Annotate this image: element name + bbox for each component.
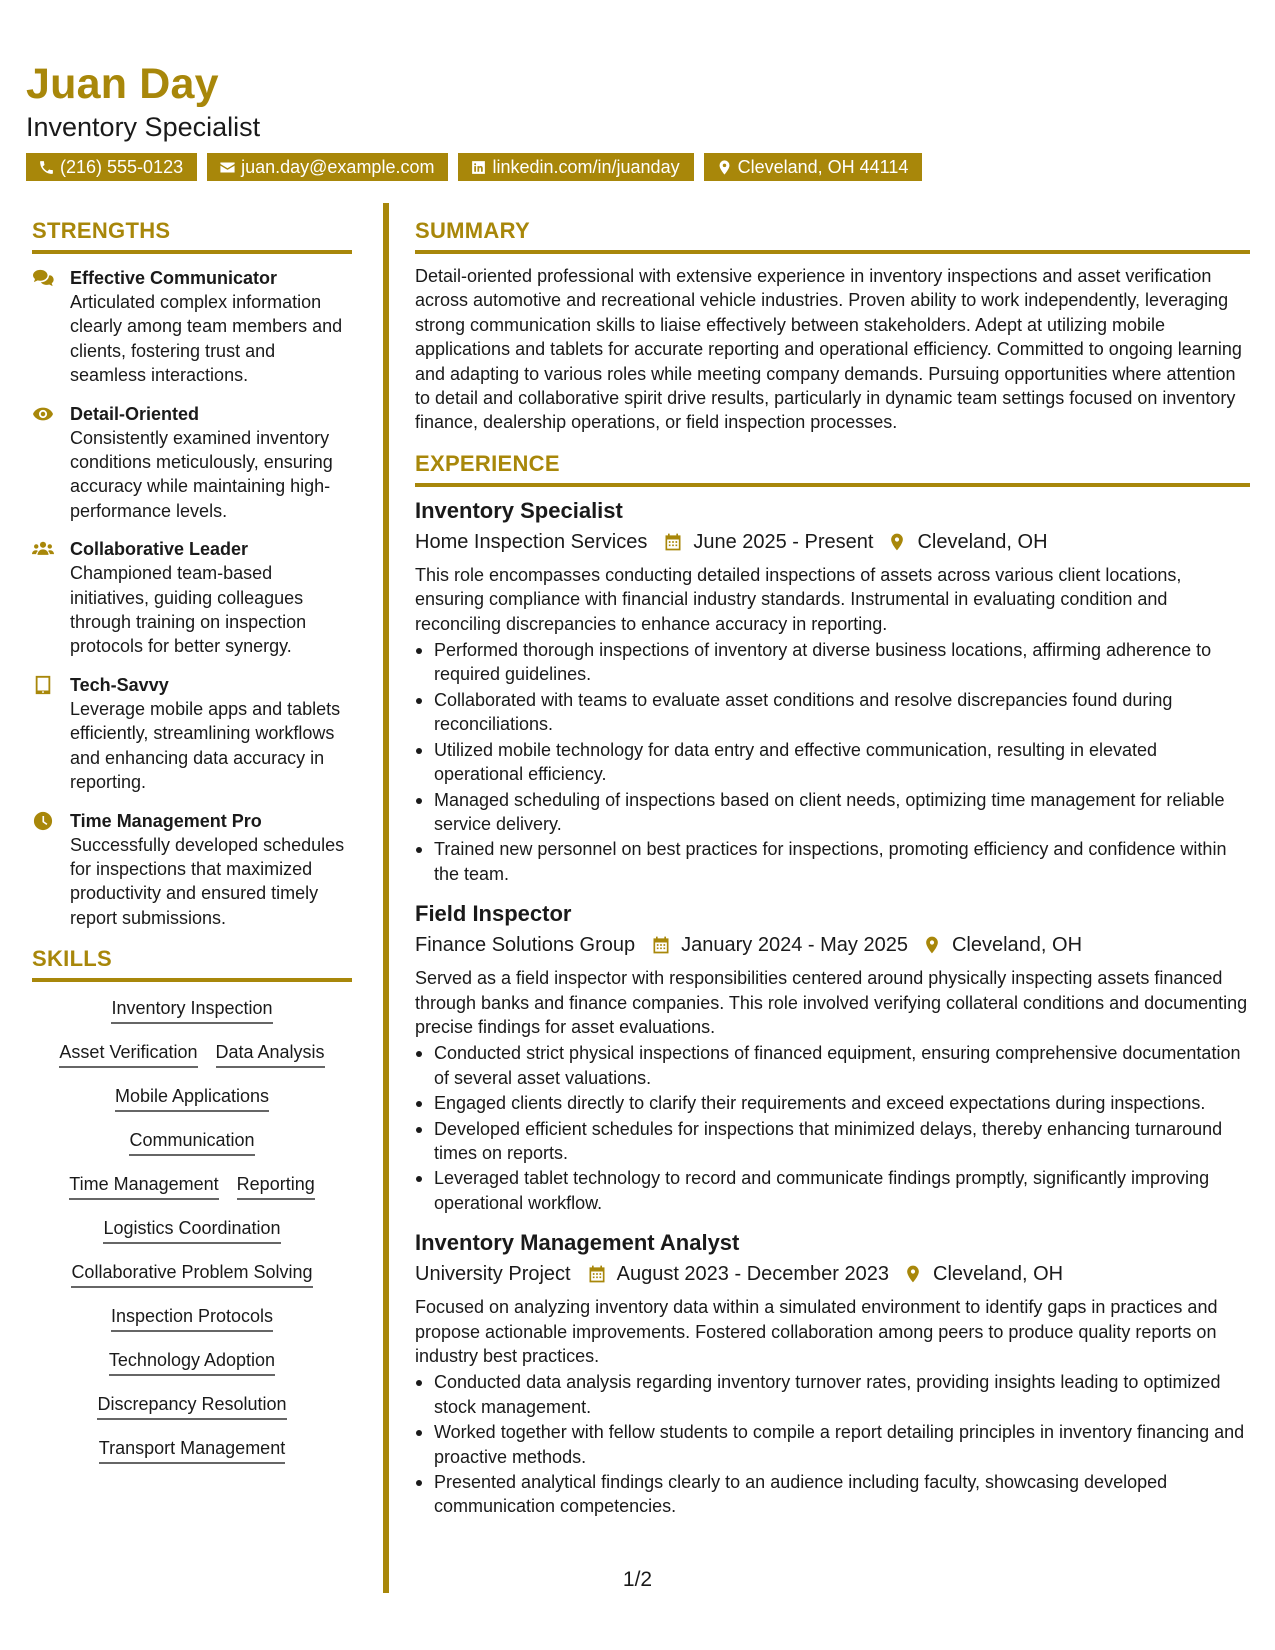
job-location: Cleveland, OH: [933, 1263, 1064, 1286]
skill-tag: Discrepancy Resolution: [97, 1392, 286, 1420]
skill-row: [97, 1392, 286, 1420]
skill-tag: Logistics Coordination: [103, 1216, 280, 1244]
job-bullets: [415, 1041, 1250, 1215]
email-chip[interactable]: [207, 153, 448, 181]
location-text: Cleveland, OH 44114: [737, 157, 909, 177]
strength-title: Detail-Oriented: [70, 403, 200, 424]
job-meta: [415, 527, 1250, 557]
skill-row: [111, 996, 272, 1024]
phone-icon: [38, 159, 55, 176]
calendar-icon: [587, 1264, 617, 1284]
skill-tag: Asset Verification: [59, 1040, 197, 1068]
job-dates: June 2025 - Present: [693, 530, 874, 553]
job-entry: [415, 497, 1250, 886]
skill-row: [99, 1436, 285, 1464]
tablet-icon: [32, 675, 56, 695]
skill-tag: Technology Adoption: [109, 1348, 275, 1376]
eye-icon: [32, 404, 56, 424]
strength-item: [32, 809, 352, 931]
location-chip: [704, 153, 923, 181]
job-role: Inventory Specialist: [415, 497, 623, 523]
strength-item: [32, 537, 352, 659]
job-bullet: Collaborated with teams to evaluate asset conditions and resolve discrepancies found during reconciliations.: [415, 688, 1250, 737]
skill-tag: Collaborative Problem Solving: [71, 1260, 312, 1288]
job-description: Focused on analyzing inventory data within a simulated environment to identify gaps in practices and propose actionable improvements. Fostered collaboration among peers to produce quality reports on industry best practices.: [415, 1297, 1218, 1366]
skill-row: [103, 1216, 280, 1244]
skill-tag: Time Management: [69, 1172, 218, 1200]
strength-title: Tech-Savvy: [70, 674, 169, 695]
map-pin-icon: [887, 532, 917, 552]
candidate-title: Inventory Specialist: [26, 112, 261, 142]
summary-text: Detail-oriented professional with extensive experience in inventory inspections and asset verification across automotive and recreational vehicle industries. Proven ability to work independently, leveraging strong communication skills to liaise effectively between stakeholders. Adept at utilizing mobile applications and tablets for accurate reporting and operational efficiency. Committed to ongoing learning and adapting to various roles while meeting company demands. Pursuing opportunities where attention to detail and collaborative spirit drive results, particularly in dynamic team settings focused on inventory finance, dealership operations, or field inspection processes.: [415, 266, 1242, 433]
skill-tag: Inventory Inspection: [111, 996, 272, 1024]
skill-tag: Transport Management: [99, 1436, 285, 1464]
phone-chip[interactable]: [26, 153, 197, 181]
skill-row: [69, 1172, 314, 1200]
job-bullet: Worked together with fellow students to compile a report detailing principles in inventory financing and proactive methods.: [415, 1420, 1250, 1469]
skill-tag: Reporting: [237, 1172, 315, 1200]
email-text: juan.day@example.com: [241, 157, 435, 177]
job-meta: [415, 930, 1250, 960]
job-meta: [415, 1259, 1250, 1289]
job-bullet: Performed thorough inspections of inventory at diverse business locations, affirming adherence to required guidelines.: [415, 638, 1250, 687]
map-pin-icon: [903, 1264, 933, 1284]
skill-tag: Communication: [129, 1128, 254, 1156]
linkedin-icon: [470, 159, 487, 176]
job-bullet: Developed efficient schedules for inspections that minimized delays, thereby enhancing turnaround times on reports.: [415, 1117, 1250, 1166]
skill-row: [111, 1304, 273, 1332]
strength-desc: Championed team-based initiatives, guiding colleagues through training on inspection protocols for better synergy.: [70, 563, 307, 657]
job-role: Inventory Management Analyst: [415, 1230, 740, 1256]
skill-row: [71, 1260, 312, 1288]
strength-title: Time Management Pro: [70, 810, 262, 831]
map-pin-icon: [922, 935, 952, 955]
job-company: Home Inspection Services: [415, 530, 648, 553]
job-description: This role encompasses conducting detailed inspections of assets across various client locations, ensuring compliance with financial industry standards. Instrumental in evaluating condition and reconciling discrepancies to enhance accuracy in reporting.: [415, 564, 1182, 634]
job-bullet: Conducted strict physical inspections of financed equipment, ensuring comprehensive documentation of several asset valuations.: [415, 1041, 1250, 1090]
strength-item: [32, 673, 352, 795]
calendar-icon: [651, 935, 681, 955]
map-pin-icon: [716, 159, 733, 176]
skills-list: [32, 996, 352, 1464]
experience-heading: EXPERIENCE: [415, 451, 1250, 487]
comments-icon: [32, 268, 56, 288]
skill-row: [129, 1128, 254, 1156]
job-bullet: Managed scheduling of inspections based on client needs, optimizing time management for reliable service delivery.: [415, 788, 1250, 837]
candidate-name: Juan Day: [26, 60, 219, 108]
job-bullet: Presented analytical findings clearly to an audience including faculty, showcasing developed communication competencies.: [415, 1470, 1250, 1519]
calendar-icon: [663, 532, 693, 552]
job-description: Served as a field inspector with responsibilities centered around physically inspecting assets financed through banks and finance companies. This role involved verifying collateral conditions and documenting precise findings for asset evaluations.: [415, 968, 1248, 1037]
strength-desc: Leverage mobile apps and tablets efficiently, streamlining workflows and enhancing data accuracy in reporting.: [70, 698, 341, 793]
job-location: Cleveland, OH: [951, 934, 1083, 957]
strength-item: [32, 266, 352, 388]
clock-icon: [32, 811, 56, 831]
job-bullets: [415, 1370, 1250, 1518]
strength-desc: Articulated complex information clearly among team members and clients, fostering trust and seamless interactions.: [70, 292, 343, 386]
job-bullet: Engaged clients directly to clarify their requirements and exceed expectations during inspections.: [415, 1091, 1250, 1115]
linkedin-text: linkedin.com/in/juanday: [492, 157, 680, 177]
right-column: [415, 218, 1250, 1520]
skills-heading: SKILLS: [32, 946, 352, 982]
skill-tag: Mobile Applications: [115, 1084, 269, 1112]
left-column: [32, 218, 352, 1464]
skill-row: [109, 1348, 275, 1376]
job-bullets: [415, 638, 1250, 886]
skill-row: [115, 1084, 269, 1112]
column-divider: [383, 203, 389, 1593]
summary-heading: SUMMARY: [415, 218, 1250, 254]
job-bullet: Conducted data analysis regarding inventory turnover rates, providing insights leading to optimized stock management.: [415, 1370, 1250, 1419]
job-company: Finance Solutions Group: [415, 934, 636, 957]
strength-title: Effective Communicator: [70, 268, 278, 288]
job-bullet: Leveraged tablet technology to record and communicate findings promptly, significantly improving operational workflow.: [415, 1166, 1250, 1215]
strength-desc: Successfully developed schedules for inspections that maximized productivity and ensured timely report submissions.: [70, 834, 345, 928]
skill-tag: Inspection Protocols: [111, 1304, 273, 1332]
job-location: Cleveland, OH: [917, 530, 1048, 553]
phone-text: (216) 555-0123: [60, 157, 184, 177]
page-number: 1/2: [622, 1568, 653, 1591]
strength-title: Collaborative Leader: [70, 539, 249, 560]
job-dates: January 2024 - May 2025: [681, 934, 908, 957]
job-role: Field Inspector: [415, 901, 572, 927]
strengths-heading: STRENGTHS: [32, 218, 352, 254]
job-dates: August 2023 - December 2023: [616, 1263, 890, 1286]
strength-item: [32, 402, 352, 524]
job-company: University Project: [415, 1263, 571, 1286]
users-icon: [32, 539, 56, 559]
linkedin-chip[interactable]: [458, 153, 693, 181]
contact-bar: [26, 153, 922, 181]
job-entry: [415, 1229, 1250, 1519]
skill-tag: Data Analysis: [216, 1040, 325, 1068]
envelope-icon: [219, 159, 236, 176]
strengths-list: [32, 266, 352, 930]
strength-desc: Consistently examined inventory conditions meticulously, ensuring accuracy while maintaining high-performance levels.: [70, 427, 333, 521]
job-entry: [415, 900, 1250, 1215]
experience-list: [415, 497, 1250, 1519]
skill-row: [59, 1040, 324, 1068]
job-bullet: Utilized mobile technology for data entry and effective communication, resulting in elevated operational efficiency.: [415, 738, 1250, 787]
job-bullet: Trained new personnel on best practices for inspections, promoting efficiency and confidence within the team.: [415, 837, 1250, 886]
